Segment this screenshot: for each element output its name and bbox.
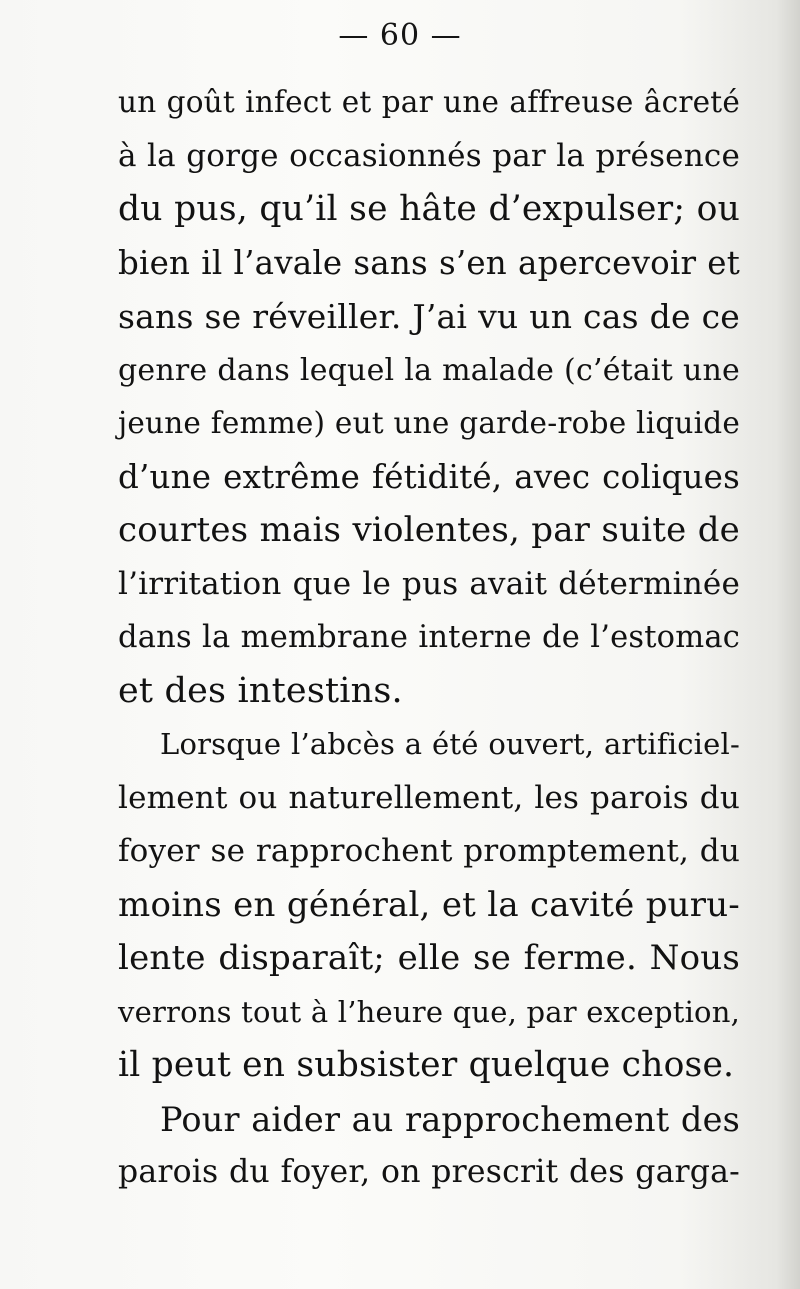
text-line: genre dans lequel la malade (c’était une xyxy=(118,352,740,388)
text-line: d’une extrême fétidité, avec coliques xyxy=(118,457,740,496)
text-line: foyer se rapprochent promptement, du xyxy=(118,833,740,869)
paragraph xyxy=(118,76,740,718)
text-line: Lorsque l’abcès a été ouvert, artificiel- xyxy=(160,727,740,761)
body-text xyxy=(118,76,740,1200)
text-line: il peut en subsister quelque chose. xyxy=(118,1045,735,1085)
text-line: dans la membrane interne de l’estomac xyxy=(118,620,740,655)
text-line: sans se réveiller. J’ai vu un cas de ce xyxy=(118,297,740,336)
text-line: lente disparaît; elle se ferme. Nous xyxy=(118,938,740,978)
paragraph xyxy=(118,718,740,1093)
text-line: et des intestins. xyxy=(118,670,403,711)
text-line: lement ou naturellement, les parois du xyxy=(118,779,740,816)
text-line: du pus, qu’il se hâte d’expulser; ou xyxy=(118,189,740,229)
text-line: courtes mais violentes, par suite de xyxy=(118,510,740,550)
text-line: bien il l’avale sans s’en apercevoir et xyxy=(118,243,740,282)
text-line: verrons tout à l’heure que, par exception, xyxy=(118,994,740,1029)
text-line: moins en général, et la cavité puru- xyxy=(118,884,740,925)
text-line: Pour aider au rapprochement des xyxy=(160,1099,740,1139)
text-line: jeune femme) eut une garde-robe liquide xyxy=(118,406,740,440)
paragraph xyxy=(118,1093,740,1200)
text-line: à la gorge occasionnés par la présence xyxy=(118,137,740,174)
text-line: l’irritation que le pus avait déterminée xyxy=(118,565,740,602)
text-line: parois du foyer, on prescrit des garga- xyxy=(118,1154,740,1190)
page-number: — 60 — xyxy=(338,18,462,53)
text-line: un goût infect et par une affreuse âcreté xyxy=(118,85,740,119)
